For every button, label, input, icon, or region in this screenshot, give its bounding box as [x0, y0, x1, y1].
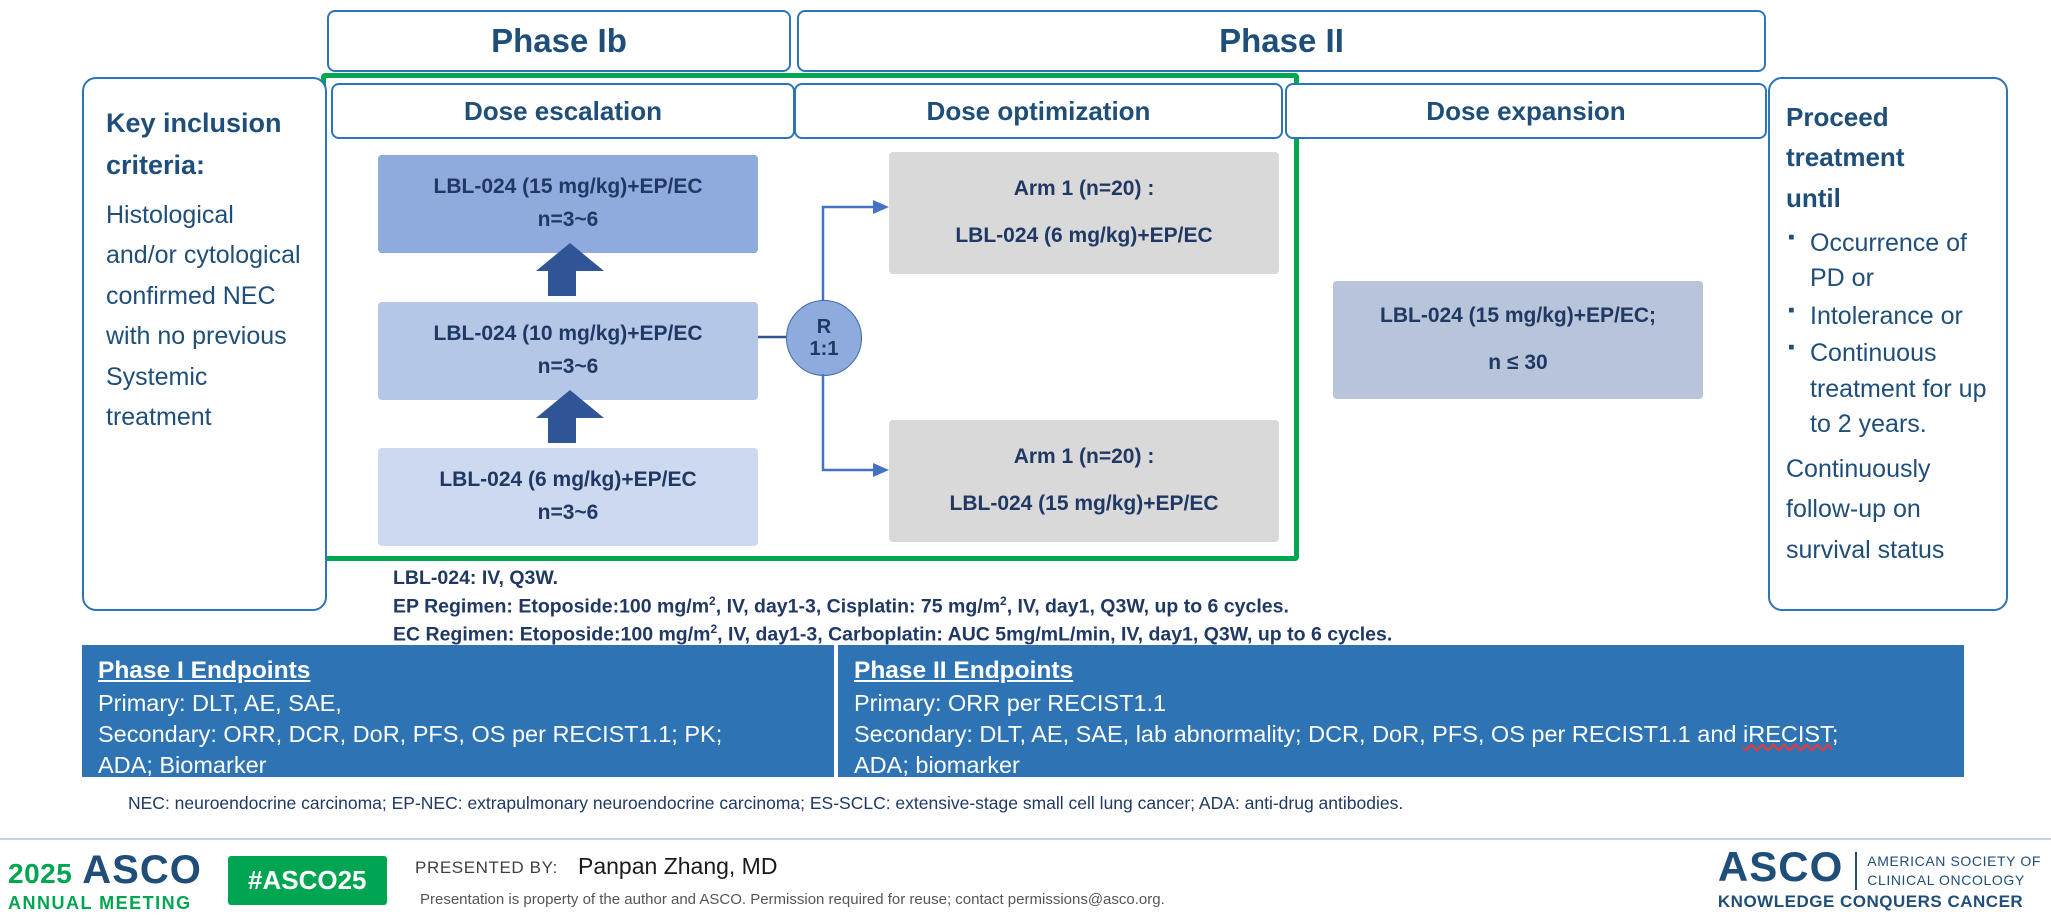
dose-expansion-box — [1333, 281, 1703, 399]
regimen-line-2 — [393, 593, 1453, 621]
optimization-arm-2-regimen: LBL-024 (15 mg/kg)+EP/EC — [949, 492, 1219, 515]
phase-2-endpoints-title: Phase II Endpoints — [854, 657, 1074, 684]
dose-escalation-box-15mg — [378, 155, 758, 253]
regimen-line-2b: , IV, day1-3, Cisplatin: 75 mg/m — [715, 595, 1001, 618]
stage-header-dose-escalation — [331, 83, 795, 139]
dose-escalation-box-6mg — [378, 448, 758, 546]
optimization-arm-1-box — [889, 152, 1279, 274]
key-inclusion-title-line2: criteria: — [106, 149, 206, 180]
regimen-line-3-sup: 2 — [710, 621, 718, 636]
regimen-line-2-sup2: 2 — [1000, 593, 1007, 608]
footer-divider — [0, 838, 2051, 840]
proceed-treatment-box — [1768, 77, 2008, 611]
phase-2-endpoints-secondary-c: ; — [1831, 720, 1839, 747]
randomization-ratio: 1:1 — [809, 338, 839, 360]
abbreviations-note: NEC: neuroendocrine carcinoma; EP-NEC: extrapulmonary neuroendocrine carcinoma; ES-SCLC: extensive-stage small cell lung cancer; ADA: anti-drug antibodies. — [128, 793, 1404, 813]
dose-escalation-box-6mg-line1: LBL-024 (6 mg/kg)+EP/EC — [439, 468, 697, 492]
key-inclusion-title-line1: Key inclusion — [106, 108, 282, 138]
proceed-bullet-list — [1786, 226, 1990, 443]
asco-tagline: KNOWLEDGE CONQUERS CANCER — [1717, 892, 2024, 911]
dose-escalation-box-15mg-line1: LBL-024 (15 mg/kg)+EP/EC — [433, 175, 703, 199]
asco-society-line2: CLINICAL ONCOLOGY — [1867, 871, 2025, 888]
permission-note: Presentation is property of the author and ASCO. Permission required for reuse; contact permissions@asco.org. — [420, 891, 1165, 908]
randomization-label: R — [816, 315, 832, 338]
presenter-name: Panpan Zhang, MD — [578, 853, 778, 879]
optimization-arm-1-title: Arm 1 (n=20) : — [1013, 177, 1155, 201]
asco-society-line1: AMERICAN SOCIETY OF — [1867, 853, 2041, 869]
phase-1-endpoints-primary: Primary: DLT, AE, SAE, — [98, 689, 342, 716]
dose-escalation-box-15mg-line2: n=3~6 — [537, 208, 599, 231]
key-inclusion-body: Histological and/or cytological confirmed NEC with no previous Systemic treatment — [106, 200, 301, 432]
proceed-bullet-1: ▪ Occurrence of PD or — [1786, 226, 1990, 297]
optimization-arm-2-box — [889, 420, 1279, 542]
regimen-line-2c: , IV, day1, Q3W, up to 6 cycles. — [1006, 595, 1289, 618]
dose-escalation-box-10mg-line2: n=3~6 — [537, 355, 599, 378]
regimen-line-2a: EP Regimen: Etoposide:100 mg/m — [393, 595, 710, 618]
stage-header-dose-optimization-label: Dose optimization — [926, 95, 1151, 126]
optimization-arm-2-title: Arm 1 (n=20) : — [1013, 445, 1155, 469]
phase-header-ii — [797, 10, 1766, 72]
key-inclusion-title — [106, 103, 303, 187]
phase-1-endpoints-box — [82, 645, 834, 777]
regimen-line-1: LBL-024: IV, Q3W. — [393, 567, 559, 589]
phase-1-endpoints-title: Phase I Endpoints — [98, 657, 311, 684]
phase-2-endpoints-irecist: iRECIST — [1743, 720, 1832, 747]
dose-escalation-box-6mg-line2: n=3~6 — [537, 501, 599, 524]
dose-escalation-box-10mg — [378, 302, 758, 400]
asco-society-name — [1855, 852, 2041, 890]
asco-society-mark: ASCO — [1717, 843, 1844, 890]
stage-header-dose-escalation-label: Dose escalation — [464, 95, 662, 126]
proceed-title-line3: until — [1786, 182, 1841, 213]
phase-2-endpoints-box — [838, 645, 1964, 777]
phase-2-endpoints-secondary-a: Secondary: DLT, AE, SAE, lab abnormality; DCR, DoR, PFS, OS per RECIST1.1 and — [854, 720, 1744, 747]
phase-2-endpoints-primary: Primary: ORR per RECIST1.1 — [854, 689, 1167, 716]
stage-header-dose-expansion-label: Dose expansion — [1426, 95, 1626, 126]
phase-header-ib-label: Phase Ib — [491, 22, 627, 59]
proceed-bullet-3: ▪ Continuous treatment for up to 2 years. — [1786, 336, 1990, 443]
stage-header-dose-expansion — [1285, 83, 1767, 139]
regimen-line-3b: , IV, day1-3, Carboplatin: AUC 5mg/mL/min, IV, day1, Q3W, up to 6 cycles. — [717, 623, 1393, 646]
asco-logo-annual-meeting: ANNUAL MEETING — [8, 893, 192, 913]
phase-1-endpoints-secondary: Secondary: ORR, DCR, DoR, PFS, OS per RECIST1.1; PK; — [98, 720, 723, 747]
proceed-bullet-2: ▪ Intolerance or — [1786, 299, 1990, 335]
hashtag-badge: #ASCO25 — [228, 856, 387, 905]
randomization-node — [786, 300, 862, 376]
asco-logo-mark: ASCO — [82, 848, 202, 892]
phase-1-endpoints-extra: ADA; Biomarker — [98, 752, 267, 779]
key-inclusion-criteria-box — [82, 77, 327, 611]
proceed-title-line2: treatment — [1786, 142, 1905, 173]
asco-annual-meeting-logo — [8, 848, 202, 914]
regimen-footnote — [393, 565, 1453, 649]
dose-escalation-box-10mg-line1: LBL-024 (10 mg/kg)+EP/EC — [433, 322, 703, 346]
phase-2-endpoints-secondary — [854, 719, 1950, 750]
proceed-title-line1: Proceed — [1786, 102, 1889, 132]
asco-society-logo — [1717, 843, 2041, 911]
phase-header-ib — [327, 10, 791, 72]
dose-expansion-regimen: LBL-024 (15 mg/kg)+EP/EC; — [1380, 304, 1656, 328]
regimen-line-3a: EC Regimen: Etoposide:100 mg/m — [393, 623, 711, 646]
phase-2-endpoints-extra: ADA; biomarker — [854, 752, 1020, 779]
regimen-line-2-sup1: 2 — [709, 593, 716, 608]
proceed-footer: Continuously follow-up on survival status — [1786, 454, 1945, 564]
presented-by-label: PRESENTED BY: — [415, 858, 558, 877]
optimization-arm-1-regimen: LBL-024 (6 mg/kg)+EP/EC — [955, 224, 1213, 247]
asco-logo-year: 2025 — [8, 858, 73, 889]
proceed-title — [1786, 97, 1990, 218]
dose-expansion-count: n ≤ 30 — [1488, 351, 1548, 374]
stage-header-dose-optimization — [794, 83, 1283, 139]
phase-header-ii-label: Phase II — [1219, 22, 1344, 59]
